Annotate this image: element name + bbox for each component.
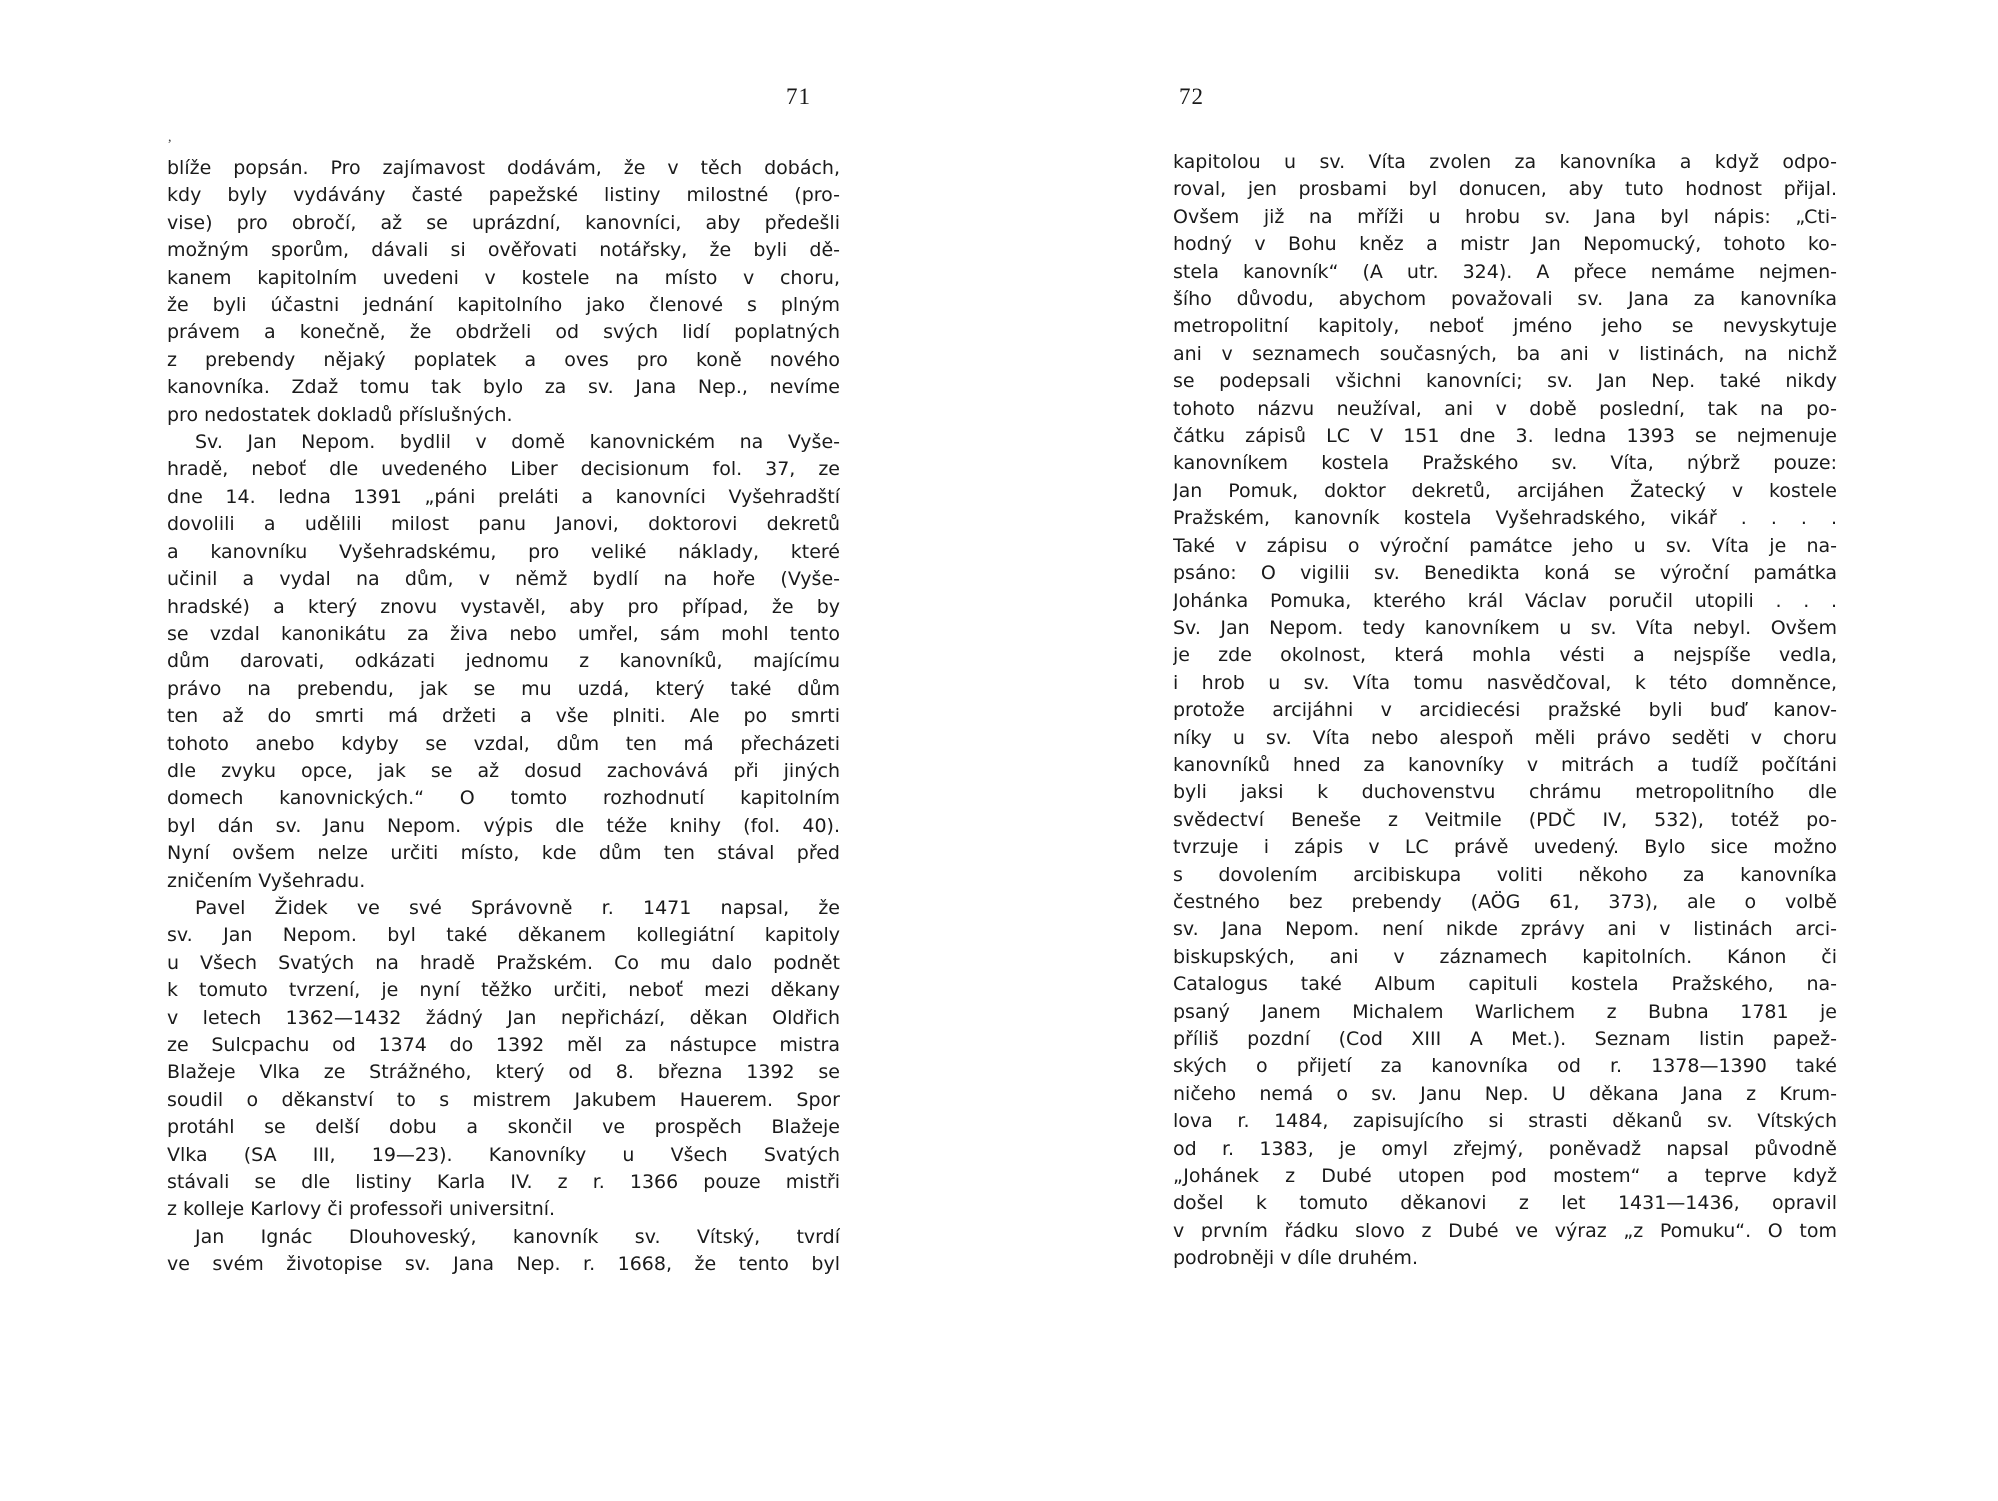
right-page xyxy=(999,0,1998,1501)
text-line: dne 14. ledna 1391 „páni preláti a kanovníci Vyšehradští xyxy=(167,485,840,508)
left-page-text xyxy=(167,155,840,1279)
text-line: kanovníkem kostela Pražského sv. Víta, nýbrž pouze: xyxy=(1173,452,1837,475)
text-line: Pražském, kanovník kostela Vyšehradského, vikář . . . . xyxy=(1173,507,1837,530)
text-line: hradě, neboť dle uvedeného Liber decisionum fol. 37, ze xyxy=(167,458,840,481)
text-line: čátku zápisů LC V 151 dne 3. ledna 1393 se nejmenuje xyxy=(1173,425,1837,448)
text-line: sv. Jana Nepom. není nikde zprávy ani v listinách arci- xyxy=(1173,918,1837,941)
text-line: hodný v Bohu kněz a mistr Jan Nepomucký, tohoto ko- xyxy=(1173,233,1837,256)
text-line: níky u sv. Víta nebo alespoň měli právo seděti v choru xyxy=(1173,726,1837,749)
text-line: soudil o děkanství to s mistrem Jakubem Hauerem. Spor xyxy=(167,1088,840,1111)
text-line: možným sporům, dávali si ověřovati notářsky, že byli dě- xyxy=(167,239,840,262)
text-line: Také v zápisu o výroční památce jeho u sv. Víta je na- xyxy=(1173,534,1837,557)
text-line: biskupských, ani v záznamech kapitolních. Kánon či xyxy=(1173,945,1837,968)
text-line: příliš pozdní (Cod XIII A Met.). Seznam listin papež- xyxy=(1173,1028,1837,1050)
text-line: čestného bez prebendy (AÖG 61, 373), ale o volbě xyxy=(1173,890,1837,913)
page-number-right: 72 xyxy=(1179,84,1204,109)
text-line: i hrob u sv. Víta tomu nasvědčoval, k této domněnce, xyxy=(1173,671,1837,694)
text-line: Ovšem již na mříži u hrobu sv. Jana byl nápis: „Cti- xyxy=(1173,205,1837,228)
text-line: a kanovníku Vyšehradskému, pro veliké náklady, které xyxy=(167,540,840,563)
text-line: ani v seznamech současných, ba ani v listinách, na nichž xyxy=(1173,342,1837,365)
text-line: dům darovati, odkázati jednomu z kanovníků, majícímu xyxy=(167,650,840,673)
text-line: vise) pro obročí, až se uprázdní, kanovníci, aby předešli xyxy=(167,211,840,234)
text-line: dle zvyku opce, jak se až dosud zachovává při jiných xyxy=(167,759,840,782)
text-line: lova r. 1484, zapisujícího si strasti děkanů sv. Vítských xyxy=(1173,1110,1837,1133)
text-line: ve svém životopise sv. Jana Nep. r. 1668, že tento byl xyxy=(167,1253,840,1276)
text-line: Johánka Pomuka, kterého král Václav poručil utopili . . . xyxy=(1173,589,1837,612)
text-line: pro nedostatek dokladů příslušných. xyxy=(167,403,513,426)
page-number-left: 71 xyxy=(786,84,811,109)
text-line: Vlka (SA III, 19—23). Kanovníky u Všech Svatých xyxy=(167,1143,840,1166)
text-line: u Všech Svatých na hradě Pražském. Co mu dalo podnět xyxy=(167,951,840,974)
text-line: psaný Janem Michalem Warlichem z Bubna 1781 je xyxy=(1173,1000,1837,1023)
stray-mark: , xyxy=(168,130,172,145)
text-line: „Johánek z Dubé utopen pod mostem“ a teprve když xyxy=(1173,1165,1837,1188)
text-line: tvrzuje i zápis v LC právě uvedený. Bylo sice možno xyxy=(1173,836,1837,859)
text-line: Sv. Jan Nepom. bydlil v domě kanovnickém na Vyše- xyxy=(195,431,840,454)
text-line: roval, jen prosbami byl donucen, aby tuto hodnost přijal. xyxy=(1173,178,1837,201)
text-line: Nyní ovšem nelze určiti místo, kde dům ten stával před xyxy=(167,842,840,865)
text-line: od r. 1383, je omyl zřejmý, poněvadž napsal původně xyxy=(1173,1137,1837,1160)
text-line: protože arcijáhni v arcidiecési pražské byli buď kanov- xyxy=(1173,699,1837,722)
text-line: v letech 1362—1432 žádný Jan nepřichází, děkan Oldřich xyxy=(167,1006,840,1029)
text-line: Blažeje Vlka ze Strážného, který od 8. března 1392 se xyxy=(167,1061,840,1084)
text-line: hradské) a který znovu vystavěl, aby pro případ, že by xyxy=(167,595,840,618)
text-line: že byli účastni jednání kapitolního jako členové s plným xyxy=(167,294,840,317)
text-line: sv. Jan Nepom. byl také děkanem kollegiátní kapitoly xyxy=(167,924,840,947)
text-line: svědectví Beneše z Veitmile (PDČ IV, 532), totéž po- xyxy=(1173,808,1837,831)
text-line: ničeho nemá o sv. Janu Nep. U děkana Jana z Krum- xyxy=(1173,1082,1837,1105)
text-line: došel k tomuto děkanovi z let 1431—1436, opravil xyxy=(1173,1192,1837,1215)
text-line: s dovolením arcibiskupa voliti někoho za kanovníka xyxy=(1173,863,1837,886)
text-line: podrobněji v díle druhém. xyxy=(1173,1247,1418,1270)
text-line: kanem kapitolním uvedeni v kostele na místo v choru, xyxy=(167,266,840,289)
text-line: ten až do smrti má držeti a vše plniti. Ale po smrti xyxy=(167,705,840,728)
text-line: kanovníka. Zdaž tomu tak bylo za sv. Jana Nep., nevíme xyxy=(167,376,840,399)
text-line: učinil a vydal na dům, v němž bydlí na hoře (Vyše- xyxy=(167,568,840,591)
text-line: právem a konečně, že obdrželi od svých lidí poplatných xyxy=(167,321,840,344)
text-line: zničením Vyšehradu. xyxy=(167,869,366,892)
text-line: se podepsali všichni kanovníci; sv. Jan Nep. také nikdy xyxy=(1173,370,1837,393)
right-page-text xyxy=(1173,149,1837,1273)
text-line: tohoto názvu neužíval, ani v době poslední, tak na po- xyxy=(1173,397,1837,420)
text-line: k tomuto tvrzení, je nyní těžko určiti, neboť mezi děkany xyxy=(167,979,840,1002)
text-line: z kolleje Karlovy či professoři universitní. xyxy=(167,1198,556,1221)
text-line: se vzdal kanonikátu za živa nebo umřel, sám mohl tento xyxy=(167,622,840,645)
text-line: domech kanovnických.“ O tomto rozhodnutí kapitolním xyxy=(167,787,840,810)
text-line: psáno: O vigilii sv. Benedikta koná se výroční památka xyxy=(1173,562,1837,585)
text-line: tohoto anebo kdyby se vzdal, dům ten má přecházeti xyxy=(167,732,840,755)
text-line: blíže popsán. Pro zajímavost dodávám, že v těch dobách, xyxy=(167,157,840,179)
text-line: ských o přijetí za kanovníka od r. 1378—1390 také xyxy=(1173,1055,1837,1078)
text-line: metropolitní kapitoly, neboť jméno jeho se nevyskytuje xyxy=(1173,315,1837,338)
text-line: byli jaksi k duchovenstvu chrámu metropolitního dle xyxy=(1173,781,1837,804)
text-line: Pavel Židek ve své Správovně r. 1471 napsal, že xyxy=(195,896,840,919)
text-line: Sv. Jan Nepom. tedy kanovníkem u sv. Víta nebyl. Ovšem xyxy=(1173,616,1837,639)
text-line: ze Sulcpachu od 1374 do 1392 měl za nástupce mistra xyxy=(167,1034,840,1056)
text-line: je zde okolnost, která mohla vésti a nejspíše vedla, xyxy=(1173,644,1837,667)
text-line: Jan Ignác Dlouhoveský, kanovník sv. Vítský, tvrdí xyxy=(195,1225,840,1248)
text-line: kanovníků hned za kanovníky v mitrách a tudíž počítáni xyxy=(1173,753,1837,776)
text-line: kapitolou u sv. Víta zvolen za kanovníka a když odpo- xyxy=(1173,151,1837,173)
text-line: stávali se dle listiny Karla IV. z r. 1366 pouze mistři xyxy=(167,1171,840,1194)
text-line: dovolili a udělili milost panu Janovi, doktorovi dekretů xyxy=(167,513,840,536)
text-line: byl dán sv. Janu Nepom. výpis dle téže knihy (fol. 40). xyxy=(167,814,840,837)
text-line: protáhl se delší dobu a skončil ve prospěch Blažeje xyxy=(167,1116,840,1139)
text-line: kdy byly vydávány časté papežské listiny milostné (pro- xyxy=(167,184,840,207)
text-line: z prebendy nějaký poplatek a oves pro koně nového xyxy=(167,348,840,371)
text-line: stela kanovník“ (A utr. 324). A přece nemáme nejmen- xyxy=(1173,260,1837,283)
text-line: Catalogus také Album capituli kostela Pražského, na- xyxy=(1173,973,1837,996)
text-line: šího důvodu, abychom považovali sv. Jana za kanovníka xyxy=(1173,288,1837,311)
text-line: Jan Pomuk, doktor dekretů, arcijáhen Žatecký v kostele xyxy=(1173,479,1837,502)
text-line: v prvním řádku slovo z Dubé ve výraz „z Pomuku“. O tom xyxy=(1173,1219,1837,1242)
text-line: právo na prebendu, jak se mu uzdá, který také dům xyxy=(167,677,840,700)
